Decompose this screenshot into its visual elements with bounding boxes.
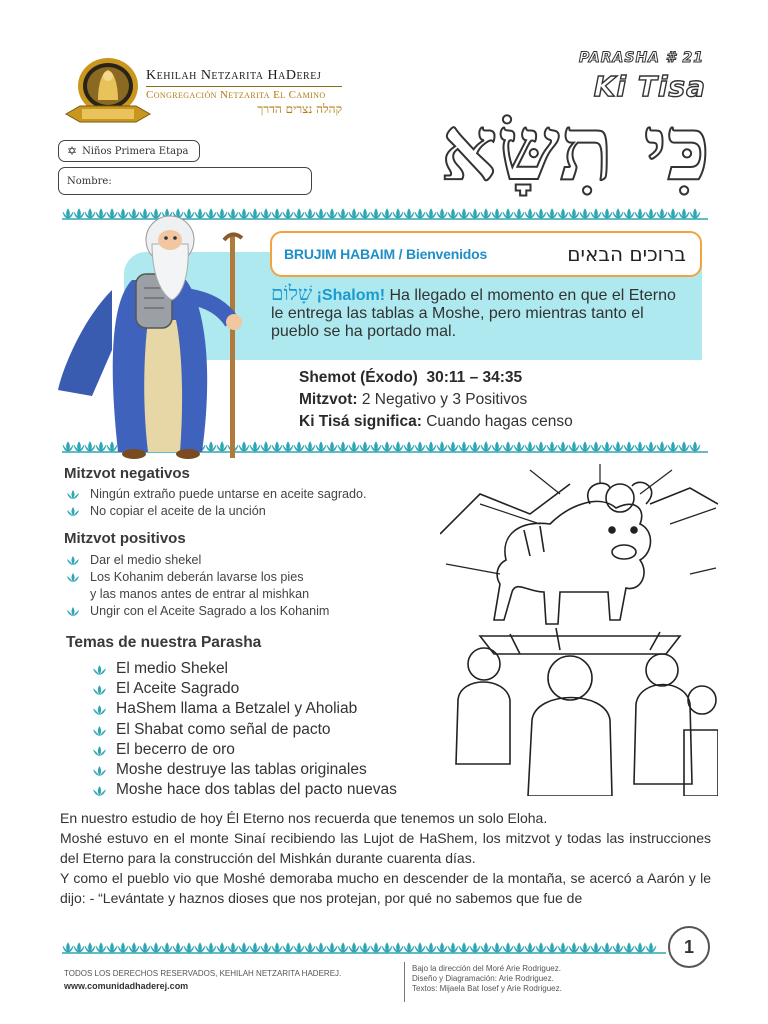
band-motif bbox=[371, 943, 381, 952]
band-motif bbox=[481, 209, 491, 218]
band-motif bbox=[459, 442, 469, 451]
band-motif bbox=[646, 442, 656, 451]
mitzvot-positivos-title: Mitzvot positivos bbox=[64, 530, 186, 547]
lotus-icon bbox=[92, 704, 107, 716]
footer-divider bbox=[404, 962, 405, 1002]
footer-credits bbox=[412, 964, 562, 994]
band-motif bbox=[316, 442, 326, 451]
band-motif bbox=[602, 209, 612, 218]
tema-item-text: El medio Shekel bbox=[116, 660, 229, 677]
band-motif bbox=[283, 943, 293, 952]
list-item-text: Dar el medio shekel bbox=[90, 553, 202, 567]
band-motif bbox=[459, 943, 469, 952]
story-text bbox=[60, 808, 711, 908]
band-motif bbox=[547, 209, 557, 218]
list-item-continuation: y las manos antes de entrar al mishkan bbox=[90, 587, 310, 601]
band-motif bbox=[657, 209, 667, 218]
lotus-icon bbox=[66, 489, 80, 500]
band-motif bbox=[228, 943, 238, 952]
band-motif bbox=[393, 209, 403, 218]
list-item-text: Los Kohanim deberán lavarse los pies bbox=[90, 570, 304, 584]
lotus-icon bbox=[66, 506, 80, 517]
band-motif bbox=[580, 209, 590, 218]
mitzvot-value: 2 Negativo y 3 Positivos bbox=[361, 391, 528, 408]
org-hebrew-name: קהלה נצרים הדרך bbox=[257, 102, 342, 116]
band-motif bbox=[514, 442, 524, 451]
reading-label: Shemot (Éxodo) bbox=[299, 369, 418, 386]
tema-item bbox=[92, 720, 397, 740]
band-motif bbox=[690, 442, 700, 451]
lotus-icon bbox=[66, 555, 80, 566]
band-motif bbox=[294, 209, 304, 218]
lotus-icon bbox=[92, 745, 107, 757]
band-motif bbox=[668, 442, 678, 451]
band-motif bbox=[503, 943, 513, 952]
band-motif bbox=[492, 442, 502, 451]
parasha-hebrew-title: כִּי תִשָּׂא bbox=[440, 96, 710, 200]
band-motif bbox=[305, 442, 315, 451]
band-motif bbox=[349, 442, 359, 451]
credit-design: Diseño y Diagramación: Arie Rodriguez. bbox=[412, 974, 554, 983]
band-motif bbox=[536, 943, 546, 952]
band-motif bbox=[360, 943, 370, 952]
golden-calf-illustration bbox=[440, 464, 718, 796]
lotus-icon bbox=[92, 765, 107, 777]
band-motif bbox=[547, 442, 557, 451]
org-name: Kehilah Netzarita HaDerej bbox=[146, 68, 322, 83]
band-motif bbox=[525, 943, 535, 952]
tema-item bbox=[92, 760, 397, 780]
band-motif bbox=[602, 442, 612, 451]
band-motif bbox=[327, 209, 337, 218]
footer-rights bbox=[64, 968, 341, 992]
band-motif bbox=[646, 209, 656, 218]
lotus-icon bbox=[92, 664, 107, 676]
band-motif bbox=[272, 209, 282, 218]
tema-item-text: El becerro de oro bbox=[116, 740, 235, 758]
band-motif bbox=[305, 209, 315, 218]
band-motif bbox=[426, 943, 436, 952]
welcome-header bbox=[270, 231, 702, 277]
list-item bbox=[64, 569, 329, 603]
band-motif bbox=[404, 442, 414, 451]
band-motif bbox=[327, 943, 337, 952]
band-motif bbox=[261, 943, 271, 952]
band-motif bbox=[613, 943, 623, 952]
band-motif bbox=[503, 209, 513, 218]
band-motif bbox=[558, 442, 568, 451]
band-motif bbox=[272, 442, 282, 451]
band-motif bbox=[470, 943, 480, 952]
band-motif bbox=[360, 442, 370, 451]
band-motif bbox=[514, 943, 524, 952]
band-motif bbox=[118, 943, 128, 952]
mitzvot-negativos-title: Mitzvot negativos bbox=[64, 465, 190, 482]
list-item-text: Ningún extraño puede untarse en aceite sagrado. bbox=[90, 487, 367, 501]
footer-website-link[interactable]: www.comunidadhaderej.com bbox=[64, 981, 189, 991]
band-motif bbox=[635, 943, 645, 952]
band-motif bbox=[635, 442, 645, 451]
band-motif bbox=[327, 442, 337, 451]
lotus-icon bbox=[66, 606, 80, 617]
band-motif bbox=[536, 442, 546, 451]
story-paragraph: En nuestro estudio de hoy Él Eterno nos recuerda que tenemos un solo Eloha. bbox=[60, 810, 548, 826]
band-motif bbox=[448, 943, 458, 952]
band-motif bbox=[371, 209, 381, 218]
mitzvot-line bbox=[299, 389, 573, 411]
band-motif bbox=[217, 943, 227, 952]
band-motif bbox=[382, 442, 392, 451]
band-motif bbox=[96, 943, 106, 952]
band-motif bbox=[492, 943, 502, 952]
band-motif bbox=[437, 943, 447, 952]
band-motif bbox=[349, 209, 359, 218]
list-item bbox=[64, 503, 367, 520]
parasha-name: Ki Tisa bbox=[593, 70, 706, 103]
band-motif bbox=[591, 442, 601, 451]
band-motif bbox=[382, 209, 392, 218]
band-motif bbox=[591, 943, 601, 952]
band-motif bbox=[349, 943, 359, 952]
welcome-text bbox=[271, 281, 685, 341]
band-motif bbox=[140, 943, 150, 952]
temas-list bbox=[92, 659, 397, 800]
band-motif bbox=[437, 442, 447, 451]
band-motif bbox=[503, 442, 513, 451]
band-motif bbox=[613, 442, 623, 451]
moses-illustration bbox=[52, 200, 266, 462]
level-label: Niños Primera Etapa bbox=[82, 145, 189, 157]
star-of-david-icon: ✡ bbox=[67, 144, 78, 158]
band-motif bbox=[470, 209, 480, 218]
tema-item-text: HaShem llama a Betzalel y Aholiab bbox=[116, 700, 358, 718]
name-field[interactable] bbox=[58, 167, 312, 195]
page-number: 1 bbox=[668, 926, 710, 968]
tema-item bbox=[92, 659, 397, 679]
band-motif bbox=[393, 943, 403, 952]
band-motif bbox=[602, 943, 612, 952]
shalom-hebrew: שָׁלוֹם bbox=[271, 281, 313, 305]
band-motif bbox=[371, 442, 381, 451]
band-motif bbox=[338, 943, 348, 952]
band-motif bbox=[624, 943, 634, 952]
band-motif bbox=[459, 209, 469, 218]
welcome-hebrew: ברוכים הבאים bbox=[567, 242, 686, 266]
list-item bbox=[64, 486, 367, 503]
band-motif bbox=[569, 442, 579, 451]
tema-item bbox=[92, 780, 397, 800]
list-item-text: No copiar el aceite de la unción bbox=[90, 504, 266, 518]
list-item bbox=[64, 603, 329, 620]
credit-texts: Textos: Mijaela Bat Iosef y Arie Rodriguez. bbox=[412, 984, 562, 993]
credit-direction: Bajo la dirección del Moré Arie Rodriguez. bbox=[412, 964, 561, 973]
lotus-icon bbox=[66, 572, 80, 583]
band-motif bbox=[316, 943, 326, 952]
tema-item bbox=[92, 699, 397, 719]
band-motif bbox=[624, 442, 634, 451]
tema-item-text: El Shabat como señal de pacto bbox=[116, 720, 331, 738]
band-motif bbox=[184, 943, 194, 952]
band-motif bbox=[316, 209, 326, 218]
meaning-label: Ki Tisá significa: bbox=[299, 413, 422, 430]
band-motif bbox=[437, 209, 447, 218]
band-motif bbox=[525, 209, 535, 218]
band-motif bbox=[107, 943, 117, 952]
reading-value: 30:11 – 34:35 bbox=[426, 369, 523, 386]
tema-item-text: Moshe hace dos tablas del pacto nuevas bbox=[116, 781, 397, 799]
reading-line bbox=[299, 367, 573, 389]
list-item bbox=[64, 552, 329, 569]
band-motif bbox=[547, 943, 557, 952]
footer-rights-text: TODOS LOS DERECHOS RESERVADOS, KEHILAH NETZARITA HADEREJ. bbox=[64, 969, 342, 978]
welcome-title: BRUJIM HABAIM / Bienvenidos bbox=[284, 246, 488, 262]
band-motif bbox=[591, 209, 601, 218]
band-motif bbox=[404, 943, 414, 952]
band-motif bbox=[470, 442, 480, 451]
band-motif bbox=[657, 442, 667, 451]
name-field-label: Nombre: bbox=[67, 175, 112, 187]
org-congregation: Congregación Netzarita El Camino bbox=[146, 89, 326, 101]
band-motif bbox=[272, 943, 282, 952]
mitzvot-negativos-list bbox=[64, 486, 367, 520]
band-motif bbox=[250, 943, 260, 952]
mitzvot-positivos-list bbox=[64, 552, 329, 620]
band-motif bbox=[415, 943, 425, 952]
org-rule bbox=[146, 86, 342, 87]
band-motif bbox=[525, 442, 535, 451]
band-motif bbox=[481, 943, 491, 952]
band-motif bbox=[294, 943, 304, 952]
band-motif bbox=[338, 442, 348, 451]
band-motif bbox=[63, 943, 73, 952]
lotus-icon bbox=[92, 785, 107, 797]
organization-block bbox=[146, 68, 366, 117]
band-motif bbox=[646, 943, 656, 952]
band-motif bbox=[382, 943, 392, 952]
list-item-text: Ungir con el Aceite Sagrado a los Kohanim bbox=[90, 604, 330, 618]
band-motif bbox=[415, 209, 425, 218]
story-paragraph: Moshé estuvo en el monte Sinaí recibiendo las Lujot de HaShem, los mitzvot y todas las instrucciones del Eterno para la construcción del Mishkán durante cuarenta días. bbox=[60, 830, 711, 866]
band-motif bbox=[448, 209, 458, 218]
story-paragraph: Y como el pueblo vio que Moshé demoraba mucho en descender de la montaña, se acercó a Aarón y le dijo: - “Levántate y haznos dioses que nos protejan, por qué no sabemos que fue de bbox=[60, 870, 711, 906]
shalom-word: ¡Shalom! bbox=[316, 287, 386, 304]
band-motif bbox=[338, 209, 348, 218]
band-motif bbox=[151, 943, 161, 952]
band-motif bbox=[283, 442, 293, 451]
band-motif bbox=[690, 209, 700, 218]
band-motif bbox=[173, 943, 183, 952]
meaning-value: Cuando hagas censo bbox=[426, 413, 573, 430]
tema-item bbox=[92, 740, 397, 760]
band-motif bbox=[448, 442, 458, 451]
band-motif bbox=[129, 943, 139, 952]
band-motif bbox=[558, 209, 568, 218]
temas-title: Temas de nuestra Parasha bbox=[66, 634, 262, 651]
band-motif bbox=[558, 943, 568, 952]
band-motif bbox=[404, 209, 414, 218]
band-motif bbox=[569, 943, 579, 952]
band-motif bbox=[514, 209, 524, 218]
band-motif bbox=[393, 442, 403, 451]
band-motif bbox=[624, 209, 634, 218]
decorative-band-bottom bbox=[62, 942, 666, 954]
band-motif bbox=[426, 209, 436, 218]
mitzvot-label: Mitzvot: bbox=[299, 391, 358, 408]
band-motif bbox=[426, 442, 436, 451]
band-motif bbox=[162, 943, 172, 952]
band-motif bbox=[206, 943, 216, 952]
welcome-paragraph: Ha llegado el momento en que el Eterno le entrega las tablas a Moshe, pero mientras tanto el pueblo se ha portado mal. bbox=[271, 287, 676, 340]
band-motif bbox=[668, 209, 678, 218]
lotus-icon bbox=[92, 725, 107, 737]
band-motif bbox=[85, 943, 95, 952]
band-motif bbox=[481, 442, 491, 451]
band-motif bbox=[679, 442, 689, 451]
tema-item-text: El Aceite Sagrado bbox=[116, 680, 240, 698]
band-motif bbox=[679, 209, 689, 218]
tema-item bbox=[92, 679, 397, 699]
band-motif bbox=[569, 209, 579, 218]
tema-item-text: Moshe destruye las tablas originales bbox=[116, 761, 367, 779]
band-motif bbox=[239, 943, 249, 952]
parasha-number: PARASHA # 21 bbox=[578, 50, 704, 66]
band-motif bbox=[74, 943, 84, 952]
kehilah-seal-logo bbox=[62, 56, 154, 130]
band-motif bbox=[294, 442, 304, 451]
band-motif bbox=[613, 209, 623, 218]
lotus-icon bbox=[92, 684, 107, 696]
band-motif bbox=[360, 209, 370, 218]
band-motif bbox=[536, 209, 546, 218]
band-motif bbox=[635, 209, 645, 218]
band-motif bbox=[580, 943, 590, 952]
band-motif bbox=[283, 209, 293, 218]
band-motif bbox=[580, 442, 590, 451]
parasha-facts bbox=[299, 367, 573, 433]
band-motif bbox=[415, 442, 425, 451]
band-motif bbox=[195, 943, 205, 952]
level-label-box bbox=[58, 140, 200, 162]
band-motif bbox=[492, 209, 502, 218]
meaning-line bbox=[299, 411, 573, 433]
band-motif bbox=[305, 943, 315, 952]
